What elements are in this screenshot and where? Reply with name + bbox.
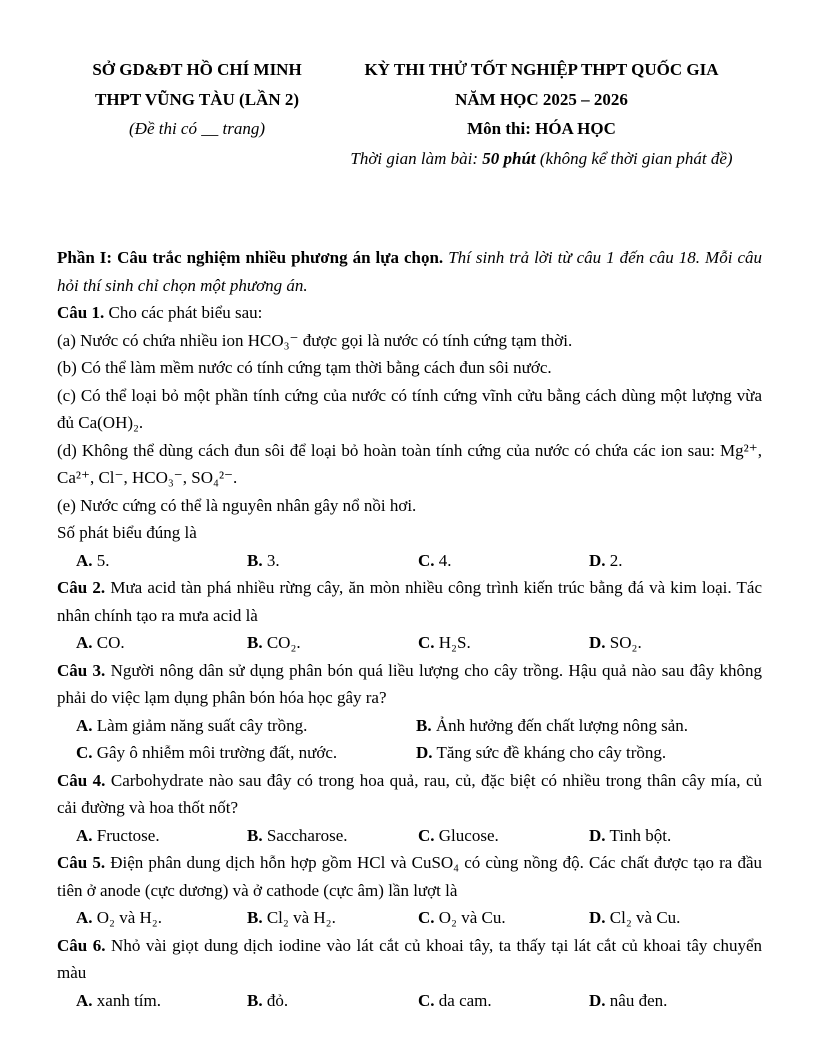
option-b-letter: B. — [247, 825, 263, 845]
exam-body — [0, 244, 816, 1014]
duration-value: 50 phút — [482, 148, 536, 168]
option-a-text: Fructose. — [92, 825, 160, 845]
option-a-text: CO. — [92, 633, 125, 652]
question-1-statement-c: (c) Có thể loại bỏ một phần tính cứng của nước có tính cứng vĩnh cửu bằng cách dùng một lượng vừa đủ Ca(OH)₂. — [57, 385, 762, 432]
question-2-label: Câu 2. — [57, 578, 106, 597]
option-b — [416, 712, 762, 740]
option-a-letter: A. — [76, 825, 93, 845]
option-b-text: 3. — [262, 550, 280, 570]
question-4 — [57, 767, 762, 850]
option-a — [76, 904, 247, 932]
option-c-letter: C. — [418, 550, 435, 570]
option-c-text: H₂S. — [434, 633, 471, 652]
question-6-stem — [57, 932, 762, 987]
question-1-closing: Số phát biểu đúng là — [57, 523, 197, 542]
option-b-text: CO₂. — [262, 633, 301, 652]
option-b-text: đỏ. — [262, 990, 289, 1010]
question-1-label: Câu 1. — [57, 303, 105, 322]
option-d — [589, 547, 762, 575]
option-d-letter: D. — [589, 825, 606, 845]
duration-line — [337, 144, 746, 174]
option-a — [76, 712, 416, 740]
option-d-text: nâu đen. — [605, 990, 668, 1010]
question-1 — [57, 299, 762, 574]
question-1-options — [57, 547, 762, 575]
option-b-text: Cl₂ và H₂. — [262, 908, 336, 927]
option-d-text: Tăng sức đề kháng cho cây trồng. — [432, 743, 667, 762]
question-1-stem — [57, 299, 762, 327]
exam-header — [0, 0, 816, 173]
option-a — [76, 547, 247, 575]
option-d — [416, 739, 762, 767]
option-c — [418, 987, 589, 1015]
option-a-letter: A. — [76, 633, 93, 652]
option-b-letter: B. — [247, 908, 263, 927]
duration-prefix: Thời gian làm bài: — [350, 148, 483, 168]
exam-title: KỲ THI THỬ TỐT NGHIỆP THPT QUỐC GIA — [364, 60, 719, 79]
option-b-letter: B. — [416, 715, 432, 735]
option-a-letter: A. — [76, 550, 93, 570]
option-d-text: Cl₂ và Cu. — [605, 908, 681, 927]
option-b-text: Saccharose. — [262, 825, 348, 845]
duration-suffix: (không kể thời gian phát đề) — [535, 148, 733, 168]
option-a-text: xanh tím. — [92, 990, 161, 1010]
option-c-letter: C. — [76, 743, 93, 762]
option-b-letter: B. — [247, 550, 263, 570]
department-name: SỞ GD&ĐT HỒ CHÍ MINH — [92, 60, 302, 79]
question-2 — [57, 574, 762, 657]
option-a-letter: A. — [76, 990, 93, 1010]
school-year: NĂM HỌC 2025 – 2026 — [455, 89, 628, 109]
option-d-text: 2. — [605, 550, 623, 570]
question-5-stem — [57, 849, 762, 904]
option-d — [589, 822, 762, 850]
option-d-text: Tinh bột. — [605, 825, 672, 845]
option-c-text: da cam. — [434, 990, 492, 1010]
header-right-block — [337, 55, 746, 173]
option-b — [247, 904, 418, 932]
option-c — [418, 547, 589, 575]
option-d — [589, 987, 762, 1015]
option-a-text: Làm giảm năng suất cây trồng. — [92, 715, 308, 735]
option-d-letter: D. — [589, 990, 606, 1010]
option-c-text: O₂ và Cu. — [434, 908, 506, 927]
option-c — [418, 822, 589, 850]
question-4-text: Carbohydrate nào sau đây có trong hoa quả, rau, củ, đặc biệt có nhiều trong thân cây mía, củ cải đường và hoa thốt nốt? — [57, 770, 762, 817]
question-4-options — [57, 822, 762, 850]
question-4-stem — [57, 767, 762, 822]
option-c-letter: C. — [418, 908, 435, 927]
question-3-options — [57, 712, 762, 767]
option-b — [247, 987, 418, 1015]
question-5 — [57, 849, 762, 932]
question-4-label: Câu 4. — [57, 770, 106, 790]
option-b-letter: B. — [247, 990, 263, 1010]
option-b — [247, 822, 418, 850]
option-a-letter: A. — [76, 908, 93, 927]
question-2-stem — [57, 574, 762, 629]
option-a — [76, 987, 247, 1015]
header-left-block — [57, 55, 337, 144]
option-c-text: Glucose. — [434, 825, 499, 845]
question-3-stem — [57, 657, 762, 712]
option-c-letter: C. — [418, 633, 435, 652]
option-d — [589, 629, 762, 657]
option-a-text: 5. — [92, 550, 110, 570]
option-d-letter: D. — [416, 743, 433, 762]
option-b — [247, 629, 418, 657]
question-5-options — [57, 904, 762, 932]
option-d-letter: D. — [589, 908, 606, 927]
question-5-label: Câu 5. — [57, 853, 106, 872]
option-c — [418, 629, 589, 657]
option-c — [76, 739, 416, 767]
option-d-text: SO₂. — [605, 633, 642, 652]
option-c-letter: C. — [418, 825, 435, 845]
option-a — [76, 629, 247, 657]
option-c-text: Gây ô nhiễm môi trường đất, nước. — [92, 743, 338, 762]
school-name: THPT VŨNG TÀU (LẦN 2) — [94, 89, 300, 109]
question-1-statement-a: (a) Nước có chứa nhiều ion HCO₃⁻ được gọi là nước có tính cứng tạm thời. — [57, 330, 573, 350]
question-3 — [57, 657, 762, 767]
question-2-options — [57, 629, 762, 657]
question-6-label: Câu 6. — [57, 935, 106, 955]
option-b-text: Ảnh hưởng đến chất lượng nông sản. — [431, 715, 689, 735]
question-1-statement-d: (d) Không thể dùng cách đun sôi để loại bỏ hoàn toàn tính cứng của nước có chứa các ion sau: Mg²⁺, Ca²⁺, Cl⁻, HCO₃⁻, SO₄²⁻. — [57, 440, 762, 487]
option-d — [589, 904, 762, 932]
pages-note: (Đề thi có __ trang) — [129, 119, 265, 138]
option-a-text: O₂ và H₂. — [92, 908, 162, 927]
option-c-text: 4. — [434, 550, 452, 570]
question-1-text: Cho các phát biểu sau: — [104, 303, 263, 322]
part1-title: Phần I: Câu trắc nghiệm nhiều phương án lựa chọn. — [57, 248, 444, 267]
question-1-statement-b: (b) Có thể làm mềm nước có tính cứng tạm thời bằng cách đun sôi nước. — [57, 358, 552, 377]
question-2-text: Mưa acid tàn phá nhiều rừng cây, ăn mòn nhiều công trình kiến trúc bằng đá và kim loại. Tác nhân chính tạo ra mưa acid là — [57, 578, 763, 625]
option-c — [418, 904, 589, 932]
option-b-letter: B. — [247, 633, 263, 652]
question-3-label: Câu 3. — [57, 660, 106, 680]
question-1-statement-e: (e) Nước cứng có thể là nguyên nhân gây nổ nồi hơi. — [57, 495, 417, 515]
option-b — [247, 547, 418, 575]
question-5-text: Điện phân dung dịch hỗn hợp gồm HCl và CuSO₄ có cùng nồng độ. Các chất được tạo ra đầu tiên ở anode (cực dương) và ở cathode (cực âm) lần lượt là — [57, 853, 762, 900]
option-a — [76, 822, 247, 850]
question-6 — [57, 932, 762, 1015]
question-6-options — [57, 987, 762, 1015]
question-6-text: Nhỏ vài giọt dung dịch iodine vào lát cắt củ khoai tây, ta thấy tại lát cắt củ khoai tây chuyển màu — [57, 935, 762, 982]
option-d-letter: D. — [589, 550, 606, 570]
part1-instruction: Thí sinh trả lời từ câu 1 đến câu 18. Mỗi câu hỏi thí sinh chỉ chọn một phương án. — [57, 248, 762, 295]
part1-heading — [57, 244, 762, 299]
option-c-letter: C. — [418, 990, 435, 1010]
question-3-text: Người nông dân sử dụng phân bón quá liều lượng cho cây trồng. Hậu quả nào sau đây không phải do việc lạm dụng phân bón hóa học gây ra? — [57, 660, 763, 707]
option-a-letter: A. — [76, 715, 93, 735]
subject-line: Môn thi: HÓA HỌC — [467, 119, 616, 138]
option-d-letter: D. — [589, 633, 606, 652]
